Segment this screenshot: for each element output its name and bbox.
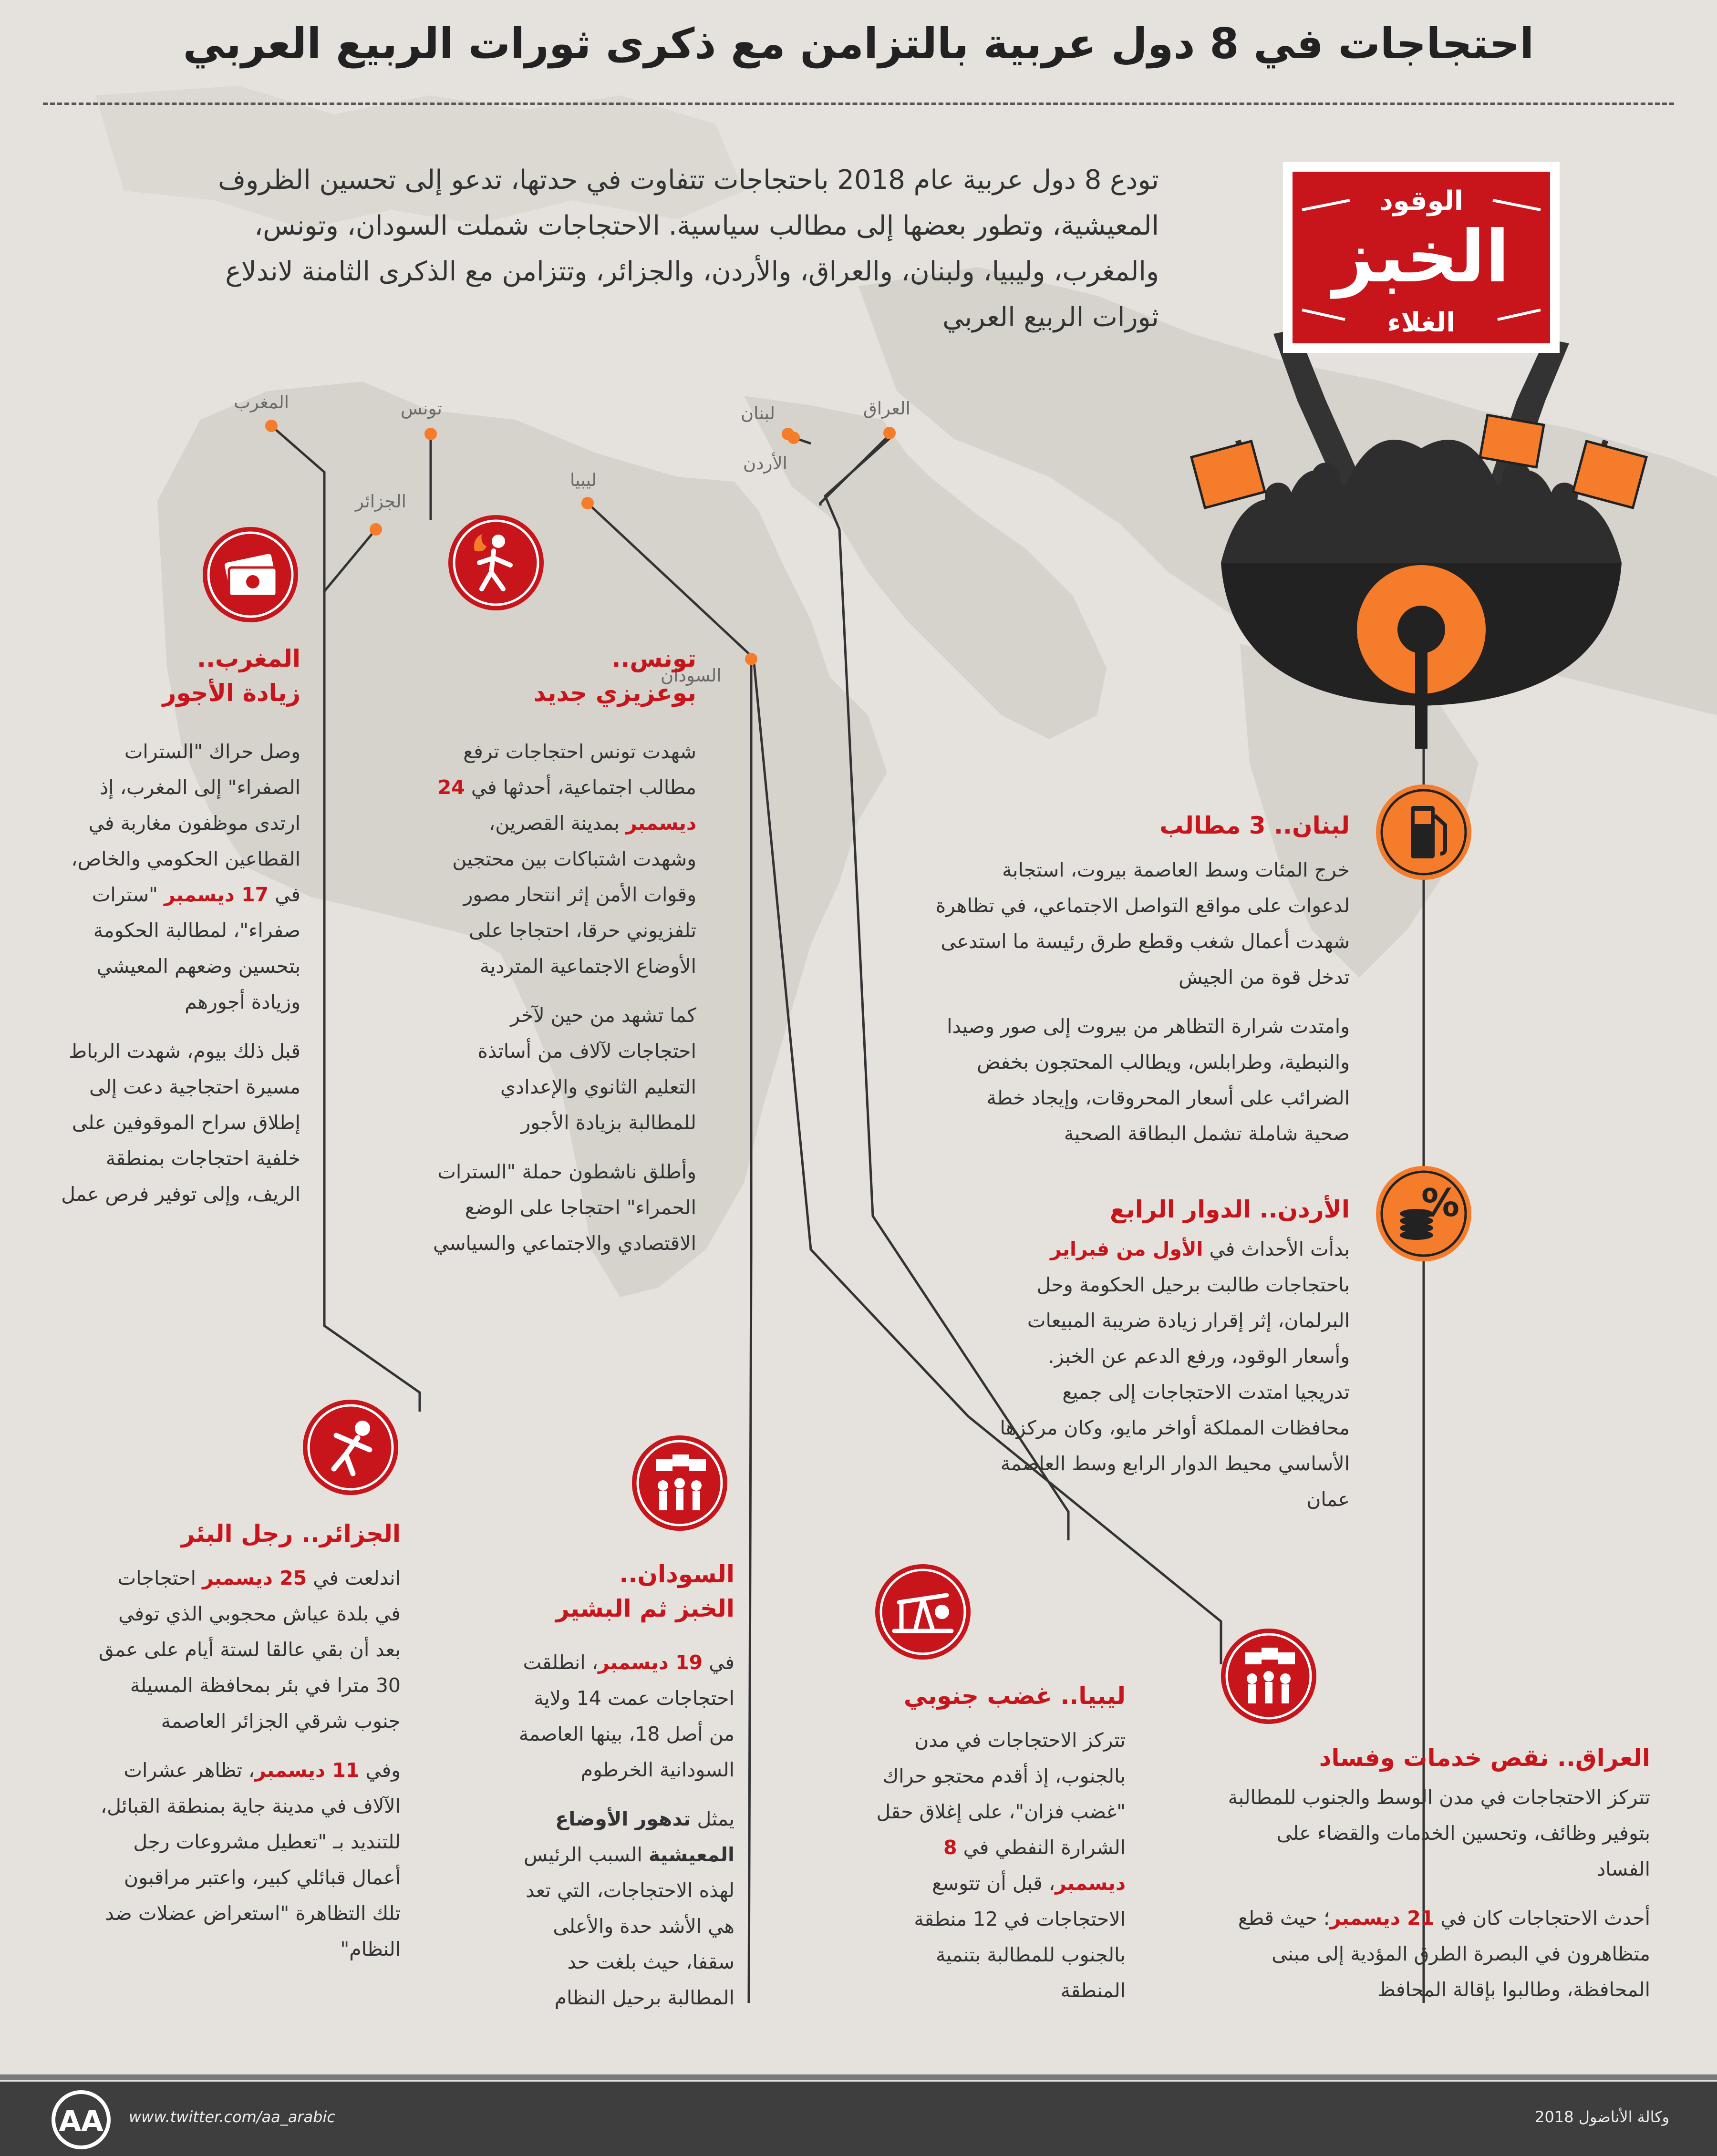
map-label-libya: ليبيا: [570, 470, 597, 490]
jordan-title: الأردن.. الدوار الرابع: [1109, 1196, 1350, 1223]
title-divider: [43, 103, 1674, 105]
protest-crowd-icon: [630, 1433, 730, 1533]
map-label-lebanon: لبنان: [741, 403, 776, 423]
fallen-man-icon: [300, 1397, 401, 1497]
tunisia-paragraph-2: كما تشهد من حين لآخر احتجاجات لآلاف من أساتذة التعليم الثانوي والإعدادي للمطالبة بزيادة الأجور: [477, 1004, 696, 1134]
oil-pump-icon: [873, 1562, 973, 1662]
tunisia-subtitle: بوعزيزي جديد: [533, 679, 696, 707]
protest-illustration: [1183, 153, 1660, 749]
map-label-morocco: المغرب: [234, 392, 290, 413]
jordan-block: الأردن.. الدوار الرابع بدأت الأحداث في الأول من فبراير باحتجاجات طالبت برحيل الحكومة وحل البرلمان، إثر إقرار زيادة ضريبة المبيعات وأسعار الوقود، ورفع الدعم عن الخبز. تدريجيا امتدت الاحتجاجات إلى جميع محافظات المملكة أواخر مايو، وكان مركزها الأساسي محيط الدوار الرابع وسط العاصمة عمان: [992, 1192, 1350, 1531]
lebanon-paragraph-2: وامتدت شرارة التظاهر من بيروت إلى صور وصيدا والنبطية، وطرابلس، ويطالب المحتجون بخفض الضرائب على أسعار المحروقات، وإيجاد خطة صحية شاملة تشمل البطاقة الصحية: [947, 1015, 1350, 1145]
map-dot-jordan: [787, 432, 800, 444]
tunisia-paragraph-3: وأطلق ناشطون حملة "السترات الحمراء" احتجاجا على الوضع الاقتصادي والاجتماعي والسياسي: [433, 1160, 696, 1255]
map-label-sudan: السودان: [661, 665, 722, 686]
morocco-subtitle: زيادة الأجور: [162, 679, 300, 707]
page-title: احتجاجات في 8 دول عربية بالتزامن مع ذكرى ثورات الربيع العربي: [183, 19, 1534, 68]
sudan-date: 19 ديسمبر: [598, 1651, 703, 1674]
lebanon-title: لبنان.. 3 مطالب: [1159, 812, 1350, 839]
svg-text:الغلاء: الغلاء: [1387, 307, 1456, 338]
burning-man-icon: [446, 513, 546, 613]
map-label-algeria: الجزائر: [355, 491, 406, 512]
algeria-date-2: 11 ديسمبر: [255, 1759, 360, 1782]
algeria-block: الجزائر.. رجل البئر اندلعت في 25 ديسمبر احتجاجات في بلدة عياش محجوبي الذي توفي بعد أن بقي عالقا لستة أيام على عمق 30 مترا في بئر بمحافظة المسيلة جنوب شرقي الجزائر العاصمة وفي 11 ديسمبر، تظاهر عشرات الآلاف في مدينة جاية بمنطقة القبائل، للتنديد بـ "تعطيل مشروعات رجل أعمال قبائلي كبير، واعتبر مراقبون تلك التظاهرة "استعراض عضلات ضد النظام": [91, 1516, 401, 1981]
morocco-title: المغرب..: [197, 645, 300, 672]
libya-date: 8 ديسمبر: [943, 1836, 1126, 1895]
sudan-title: السودان..: [619, 1560, 734, 1588]
sudan-block: السودان.. الخبز ثم البشير في 19 ديسمبر، انطلقت احتجاجات عمت 14 ولاية من أصل 18، بينها العاصمة السودانية الخرطوم يمثل تدهور الأوضاع المعيشية السبب الرئيس لهذه الاحتجاجات، التي تعد هي الأشد حدة والأعلى سقفا، حيث بلغت حد المطالبة برحيل النظام: [506, 1557, 734, 2029]
iraq-paragraph-1: تتركز الاحتجاجات في مدن الوسط والجنوب للمطالبة بتوفير وظائف، وتحسين الخدمات والقضاء على الفساد: [1228, 1786, 1650, 1880]
map-label-jordan: الأردن: [743, 453, 787, 474]
map-dot-tunisia: [424, 428, 437, 440]
tunisia-block: تونس.. بوعزيزي جديد شهدت تونس احتجاجات ترفع مطالب اجتماعية، أحدثها في 24 ديسمبر بمدينة القصرين، وشهدت اشتباكات بين محتجين وقوات الأمن إثر انتحار مصور تلفزيوني حرقا، احتجاجا على الأوضاع الاجتماعية المتردية كما تشهد من حين لآخر احتجاجات لآلاف من أساتذة التعليم الثانوي والإعدادي للمطالبة بزيادة الأجور وأطلق ناشطون حملة "السترات الحمراء" احتجاجا على الوضع الاقتصادي والاجتماعي والسياسي: [429, 641, 696, 1275]
map-dot-algeria: [370, 523, 382, 536]
footer-url[interactable]: www.twitter.com/aa_arabic: [129, 2108, 335, 2126]
lebanon-block: [935, 808, 1350, 1165]
map-dot-libya: [581, 497, 594, 509]
map-dot-morocco: [265, 420, 278, 432]
coins-percent-icon: [1374, 1164, 1474, 1264]
protest-signs-icon: [1219, 1626, 1319, 1726]
iraq-block: العراق.. نقص خدمات وفساد تتركز الاحتجاجات في مدن الوسط والجنوب للمطالبة بتوفير وظائف، وتحسين الخدمات والقضاء على الفساد أحدث الاحتجاجات كان في 21 ديسمبر؛ حيث قطع متظاهرون في البصرة الطرق المؤدية إلى مبنى المحافظة، وطالبوا بإقالة المحافظ: [1221, 1741, 1650, 2021]
tunisia-date: 24 ديسمبر: [437, 776, 696, 835]
jordan-date: الأول من فبراير: [1050, 1238, 1203, 1260]
map-dot-iraq: [883, 427, 896, 439]
sudan-subtitle: الخبز ثم البشير: [556, 1595, 734, 1622]
svg-text:%: %: [1421, 1181, 1460, 1225]
map-dot-sudan: [745, 653, 757, 665]
morocco-block: المغرب.. زيادة الأجور وصل حراك "السترات الصفراء" إلى المغرب، إذ ارتدى موظفون مغاربة في القطاعين الحكومي والخاص، في 17 ديسمبر "سترات صفراء"، لمطالبة الحكومة بتحسين وضعهم المعيشي وزيادة أجورهم قبل ذلك بيوم، شهدت الرباط مسيرة احتجاجية دعت إلى إطلاق سراح الموقوفين على خلفية احتجاجات بمنطقة الريف، وإلى توفير فرص عمل: [52, 641, 300, 1226]
iraq-title: العراق.. نقص خدمات وفساد: [1319, 1744, 1650, 1772]
algeria-title: الجزائر.. رجل البئر: [181, 1520, 401, 1547]
intro-text: تودع 8 دول عربية عام 2018 باحتجاجات تتفاوت في حدتها، تدعو إلى تحسين الظروف المعيشية، وتطور بعضها إلى مطالب سياسية. الاحتجاجات شملت السودان، وتونس، والمغرب، وليبيا، ولبنان، والعراق، والأردن، والجزائر، وتتزامن مع الذكرى الثامنة لاندلاع ثورات الربيع العربي: [218, 165, 1159, 333]
svg-text:AA: AA: [59, 2104, 103, 2138]
money-icon: [200, 525, 300, 625]
footer-credit: وكالة الأناضول 2018: [1535, 2108, 1669, 2126]
iraq-date: 21 ديسمبر: [1330, 1907, 1435, 1929]
algeria-date-1: 25 ديسمبر: [202, 1567, 307, 1589]
svg-text:الوقود: الوقود: [1379, 186, 1463, 217]
lebanon-paragraph-1: خرج المئات وسط العاصمة بيروت، استجابة لدعوات على مواقع التواصل الاجتماعي، في تظاهرة شهدت أعمال شغب وقطع طرق رئيسة ما استدعى تدخل قوة من الجيش: [935, 858, 1350, 989]
map-label-tunisia: تونس: [401, 398, 442, 419]
tunisia-title: تونس..: [611, 645, 696, 672]
morocco-paragraph-2: قبل ذلك بيوم، شهدت الرباط مسيرة احتجاجية دعت إلى إطلاق سراح الموقوفين على خلفية احتجاجات بمنطقة الريف، وإلى توفير فرص عمل: [61, 1040, 300, 1206]
sudan-emphasis: تدهور الأوضاع المعيشية: [555, 1807, 734, 1866]
svg-text:الخبز: الخبز: [1333, 216, 1510, 299]
morocco-date: 17 ديسمبر: [164, 883, 269, 906]
map-label-iraq: العراق: [863, 398, 910, 419]
libya-title: ليبيا.. غضب جنوبي: [903, 1682, 1126, 1710]
aa-logo: [48, 2089, 114, 2151]
libya-block: ليبيا.. غضب جنوبي تتركز الاحتجاجات في مدن بالجنوب، إذ أقدم محتجو حراك "غضب فزان"، على إغلاق حقل الشرارة النفطي في 8 ديسمبر، قبل أن تتوسع الاحتجاجات في 12 منطقة بالجنوب للمطالبة بتنمية المنطقة: [868, 1679, 1126, 2022]
fuel-pump-icon: [1374, 782, 1474, 882]
footer-divider: [0, 2074, 1717, 2080]
